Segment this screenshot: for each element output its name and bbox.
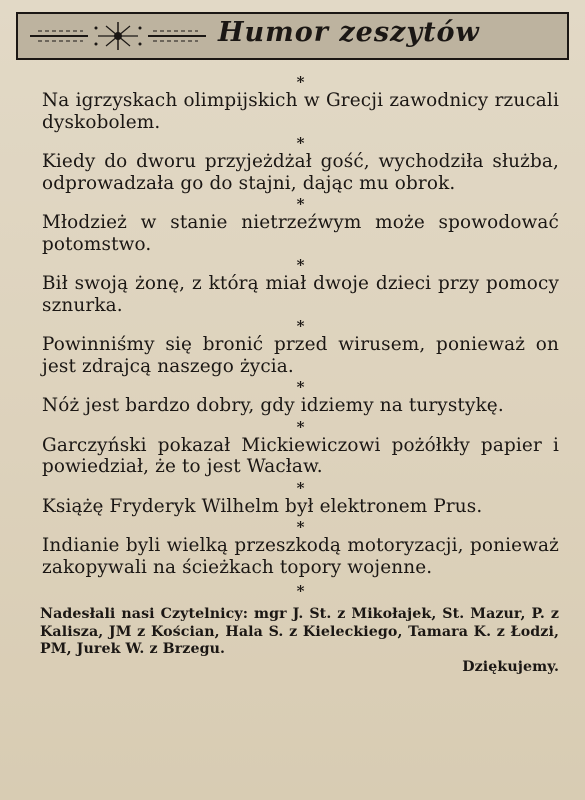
quote-text: Nóż jest bardzo dobry, gdy idziemy na turystykę. (42, 395, 504, 416)
star-separator-icon: * (296, 195, 305, 213)
credits-text: Nadesłali nasi Czytelnicy: mgr J. St. z Mikołajek, St. Mazur, P. z Kalisza, JM z Kościan, Hala S. z Kieleckiego, Tamara K. z Łodzi, PM, Jurek W. z Brzegu. (40, 606, 559, 658)
credits (40, 606, 559, 676)
quote-list (16, 74, 569, 600)
star-separator-icon: * (296, 134, 305, 152)
quote-text: Książę Fryderyk Wilhelm był elektronem Prus. (42, 495, 483, 517)
quote-item (42, 196, 559, 255)
star-separator-icon: * (296, 73, 305, 91)
quote-text: Garczyński pokazał Mickiewiczowi pożółkły papier i powiedział, że to jest Wacław. (42, 434, 559, 477)
ornament-icon (28, 18, 208, 54)
quote-item (42, 379, 559, 417)
quote-text: Indianie byli wielką przeszkodą motoryzacji, ponieważ zakopywali na ścieżkach topory wojenne. (42, 535, 559, 578)
quote-item (42, 74, 559, 133)
quote-text: Kiedy do dworu przyjeżdżał gość, wychodziła służba, odprowadzała go do stajni, dając mu obrok. (42, 151, 559, 194)
column-title: Humor zeszytów (218, 17, 480, 48)
quote-text: Na igrzyskach olimpijskich w Grecji zawodnicy rzucali dyskobolem. (42, 90, 559, 133)
star-separator-icon: * (296, 478, 305, 497)
quote-item (42, 135, 559, 194)
quote-item (42, 519, 559, 578)
star-separator-icon: * (296, 256, 305, 274)
star-separator-icon: * (296, 518, 305, 536)
quote-item (42, 419, 559, 478)
star-separator-icon: * (296, 417, 305, 436)
quote-item (42, 257, 559, 316)
star-separator-icon: * (296, 378, 305, 396)
quote-text: Bił swoją żonę, z którą miał dwoje dzieci przy pomocy sznurka. (42, 273, 559, 316)
quote-item (42, 480, 559, 518)
quote-text: Powinniśmy się bronić przed wirusem, ponieważ on jest zdrajcą naszego życia. (42, 334, 559, 377)
credits-thanks: Dziękujemy. (462, 658, 559, 675)
star-separator-icon: * (296, 317, 305, 335)
quote-text: Młodzież w stanie nietrzeźwym może spowodować potomstwo. (42, 212, 559, 255)
column-header (16, 12, 569, 60)
quote-item (42, 318, 559, 377)
star-separator-icon: * (296, 582, 305, 600)
